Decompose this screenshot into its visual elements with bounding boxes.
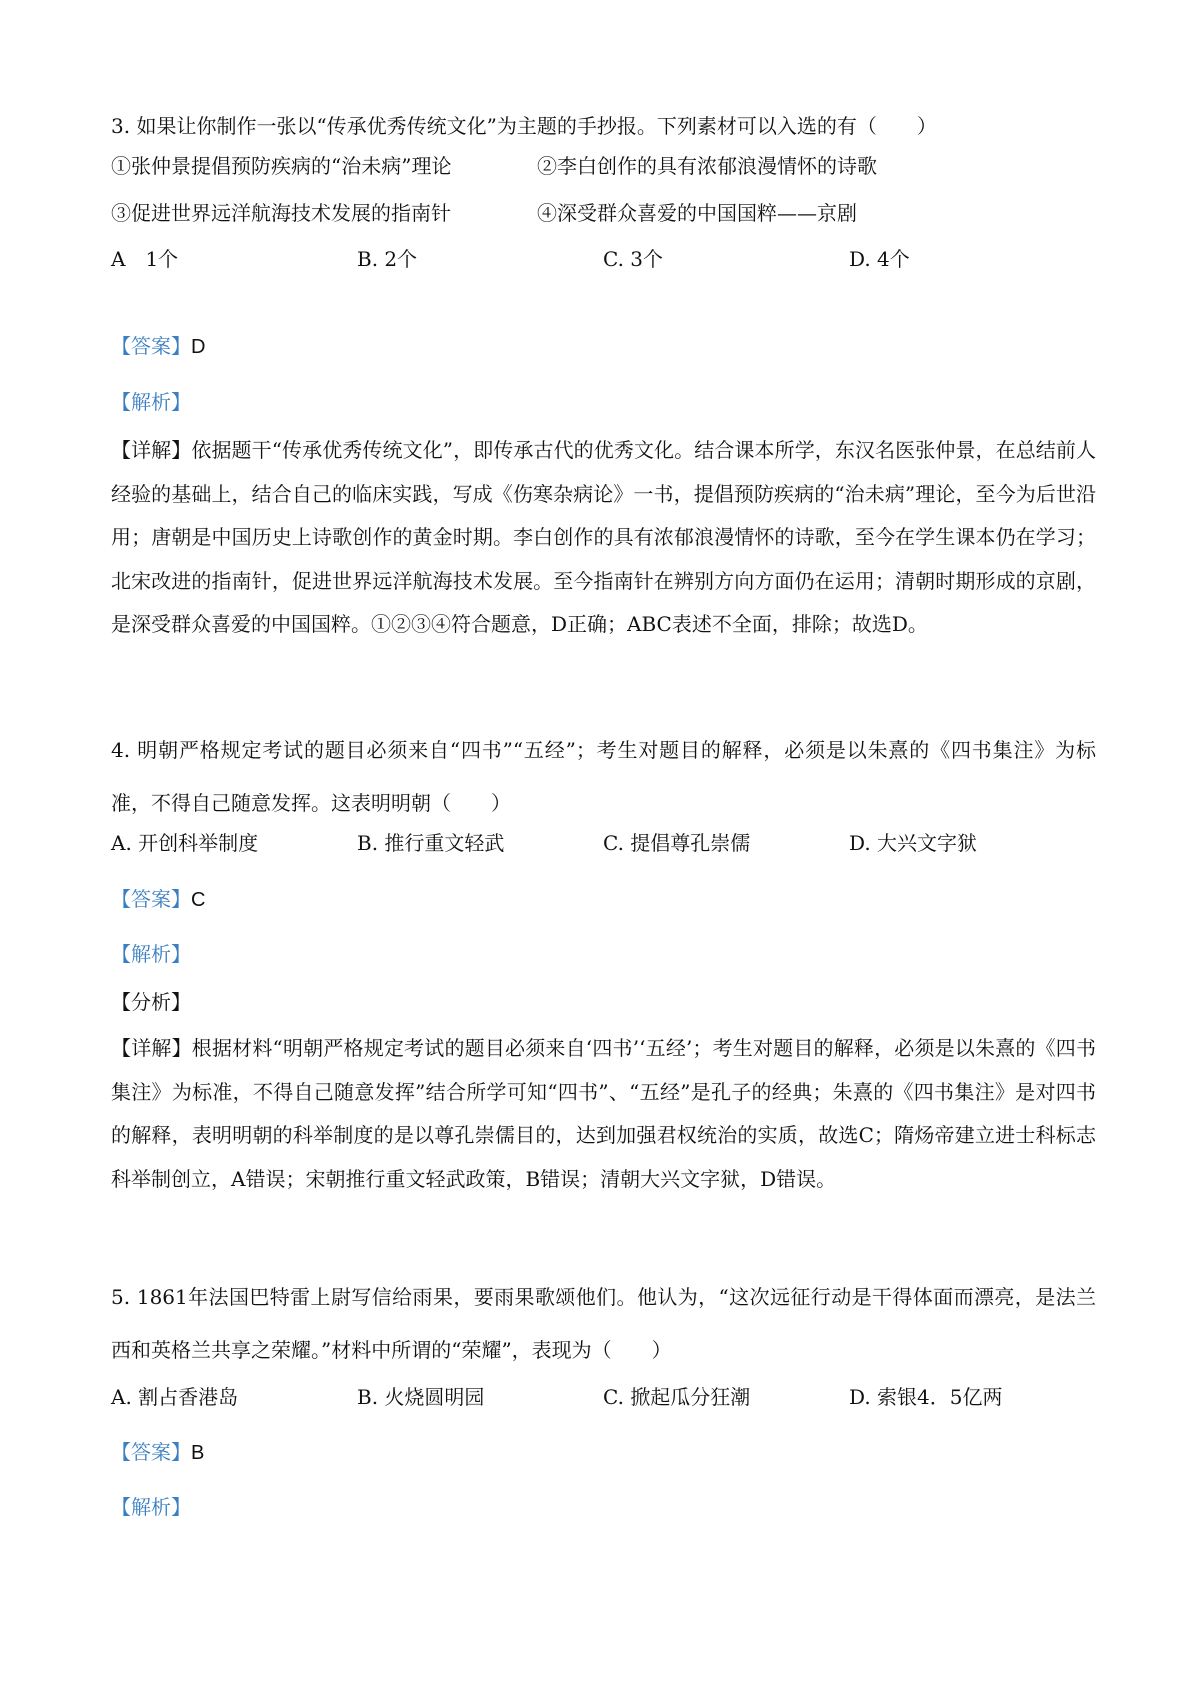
q5-option-c: C. 掀起瓜分狂潮: [603, 1385, 751, 1409]
q3-detail: 【详解】依据题干“传承优秀传统文化”，即传承古代的优秀文化。结合课本所学，东汉名医张仲景，在总结前人经验的基础上，结合自己的临床实践，写成《伤寒杂病论》一书，提倡预防疾病的“治未病”理论，至今为后世沿用；唐朝是中国历史上诗歌创作的黄金时期。李白创作的具有浓郁浪漫情怀的诗歌，至今在学生课本仍在学习；北宋改进的指南针，促进世界远洋航海技术发展。至今指南针在辨别方向方面仍在运用；清朝时期形成的京剧，是深受群众喜爱的中国国粹。①②③④符合题意，D正确；ABC表述不全面，排除；故选D。: [111, 438, 1096, 636]
q4-answer: [111, 885, 205, 914]
q3-option-c: C. 3个: [603, 247, 664, 271]
q3-analysis-label: 【解析】: [111, 390, 191, 414]
question-5-stem: 5. 1861年法国巴特雷上尉写信给雨果，要雨果歌颂他们。他认为，“这次远征行动是干得体面而漂亮，是法兰西和英格兰共享之荣耀。”材料中所谓的“荣耀”，表现为（ ）: [111, 1285, 1096, 1362]
q3-item-2: ②李白创作的具有浓郁浪漫情怀的诗歌: [537, 154, 877, 178]
q5-option-a: A. 割占香港岛: [111, 1385, 239, 1409]
answer-value: D: [191, 336, 206, 358]
answer-value: B: [191, 1442, 205, 1464]
q3-option-b: B. 2个: [357, 247, 418, 271]
q5-option-b: B. 火烧圆明园: [357, 1385, 485, 1409]
q4-option-b: B. 推行重文轻武: [357, 831, 505, 855]
q4-option-a: A. 开创科举制度: [111, 831, 259, 855]
q4-analysis-label: 【解析】: [111, 942, 191, 966]
q3-item-1: ①张仲景提倡预防疾病的“治未病”理论: [111, 154, 452, 178]
question-3-stem: 3. 如果让你制作一张以“传承优秀传统文化”为主题的手抄报。下列素材可以入选的有（ ）: [111, 114, 937, 138]
answer-label: 【答案】: [111, 334, 191, 358]
q5-answer: [111, 1438, 204, 1467]
q5-option-d: D. 索银4．5亿两: [849, 1385, 1003, 1409]
q4-fenxi-label: 【分析】: [111, 990, 191, 1014]
q3-item-4: ④深受群众喜爱的中国国粹——京剧: [537, 201, 857, 225]
q4-option-d: D. 大兴文字狱: [849, 831, 978, 855]
q4-option-c: C. 提倡尊孔崇儒: [603, 831, 751, 855]
q3-item-3: ③促进世界远洋航海技术发展的指南针: [111, 201, 451, 225]
q3-option-d: D. 4个: [849, 247, 910, 271]
q3-answer: [111, 332, 205, 361]
answer-label: 【答案】: [111, 887, 191, 911]
q4-detail: 【详解】根据材料“明朝严格规定考试的题目必须来自‘四书’‘五经’；考生对题目的解释，必须是以朱熹的《四书集注》为标准，不得自己随意发挥”结合所学可知“四书”、“五经”是孔子的经典；朱熹的《四书集注》是对四书的解释，表明明朝的科举制度的是以尊孔崇儒目的，达到加强君权统治的实质，故选C；隋炀帝建立进士科标志科举制创立，A错误；宋朝推行重文轻武政策，B错误；清朝大兴文字狱，D错误。: [111, 1036, 1096, 1191]
answer-label: 【答案】: [111, 1440, 191, 1464]
q5-analysis-label: 【解析】: [111, 1495, 191, 1519]
q3-option-a: A 1个: [111, 247, 179, 271]
question-4-stem: 4. 明朝严格规定考试的题目必须来自“四书”“五经”；考生对题目的解释，必须是以朱熹的《四书集注》为标准，不得自己随意发挥。这表明明朝（ ）: [111, 738, 1096, 815]
answer-value: C: [191, 889, 206, 911]
